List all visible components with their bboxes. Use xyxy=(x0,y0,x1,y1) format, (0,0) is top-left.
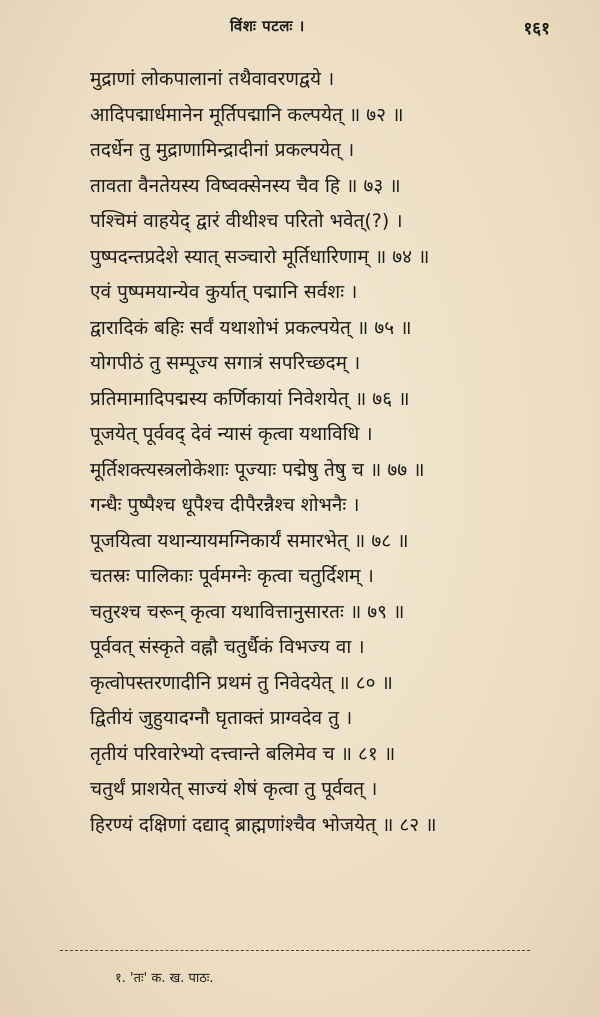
verse-line: एवं पुष्पमयान्येव कुर्यात् पद्मानि सर्वशः । xyxy=(90,281,358,303)
verse-line: चतुर्थं प्राशयेत् साज्यं शेषं कृत्वा तु पूर्ववत् । xyxy=(90,778,378,800)
verse-line: तृतीयं परिवारेभ्यो दत्त्वान्ते बलिमेव च ॥ ८१ ॥ xyxy=(90,742,396,765)
verse-line: चतुरश्च चरून् कृत्वा यथावित्तानुसारतः ॥ ७९ ॥ xyxy=(90,600,405,623)
verse-line: तावता वैनतेयस्य विष्वक्सेनस्य चैव हि ॥ ७३ ॥ xyxy=(90,174,401,197)
footnote-divider xyxy=(60,950,530,951)
verse-line: गन्धैः पुष्पैश्च धूपैश्च दीपैरन्नैश्च शोभनैः । xyxy=(90,494,360,516)
verse-line: द्वितीयं जुहुयादग्नौ घृताक्तं प्राग्वदेव तु । xyxy=(90,707,353,729)
verse-line: पूजयित्वा यथान्यायमग्निकार्यं समारभेत् ॥ ७८ ॥ xyxy=(90,529,409,552)
verse-line: हिरण्यं दक्षिणां दद्याद् ब्राह्मणांश्चैव भोजयेत् ॥ ८२ ॥ xyxy=(90,813,437,836)
verse-line: पुष्पदन्तप्रदेशे स्यात् सञ्चारो मूर्तिधारिणाम् ॥ ७४ ॥ xyxy=(90,245,430,268)
running-title: विंशः पटलः । xyxy=(230,17,305,35)
verse-line: मूर्तिशक्त्यस्त्रलोकेशाः पूज्याः पद्मेषु तेषु च ॥ ७७ ॥ xyxy=(90,458,425,481)
verse-line: द्वारादिकं बहिः सर्वं यथाशोभं प्रकल्पयेत् ॥ ७५ ॥ xyxy=(90,316,412,339)
verse-line: पश्चिमं वाहयेद् द्वारं वीथीश्च परितो भवेत्(?) । xyxy=(90,210,403,232)
footnote: १. 'तः' क. ख. पाठः. xyxy=(115,971,214,986)
page-header xyxy=(0,16,600,44)
verse-line: पूर्ववत् संस्कृते वह्नौ चतुर्धैकं विभज्य वा । xyxy=(90,636,365,658)
verse-line: चतस्रः पालिकाः पूर्वमग्नेः कृत्वा चतुर्दिशम् । xyxy=(90,565,374,587)
verse-block xyxy=(90,62,530,843)
page-number: १६१ xyxy=(523,19,550,39)
verse-line: योगपीठं तु सम्पूज्य सगात्रं सपरिच्छदम् । xyxy=(90,352,361,374)
verse-line: मुद्राणां लोकपालानां तथैवावरणद्वये । xyxy=(90,68,335,90)
verse-line: आदिपद्मार्धमानेन मूर्तिपद्मानि कल्पयेत् ॥ ७२ ॥ xyxy=(90,103,404,126)
verse-line: कृत्वोपस्तरणादीनि प्रथमं तु निवेदयेत् ॥ ८० ॥ xyxy=(90,671,393,694)
verse-line: पूजयेत् पूर्ववद् देवं न्यासं कृत्वा यथाविधि । xyxy=(90,423,373,445)
verse-line: प्रतिमामादिपद्मस्य कर्णिकायां निवेशयेत् ॥ ७६ ॥ xyxy=(90,387,410,410)
verse-line: तदर्धेन तु मुद्राणामिन्द्रादीनां प्रकल्पयेत् । xyxy=(90,139,355,161)
